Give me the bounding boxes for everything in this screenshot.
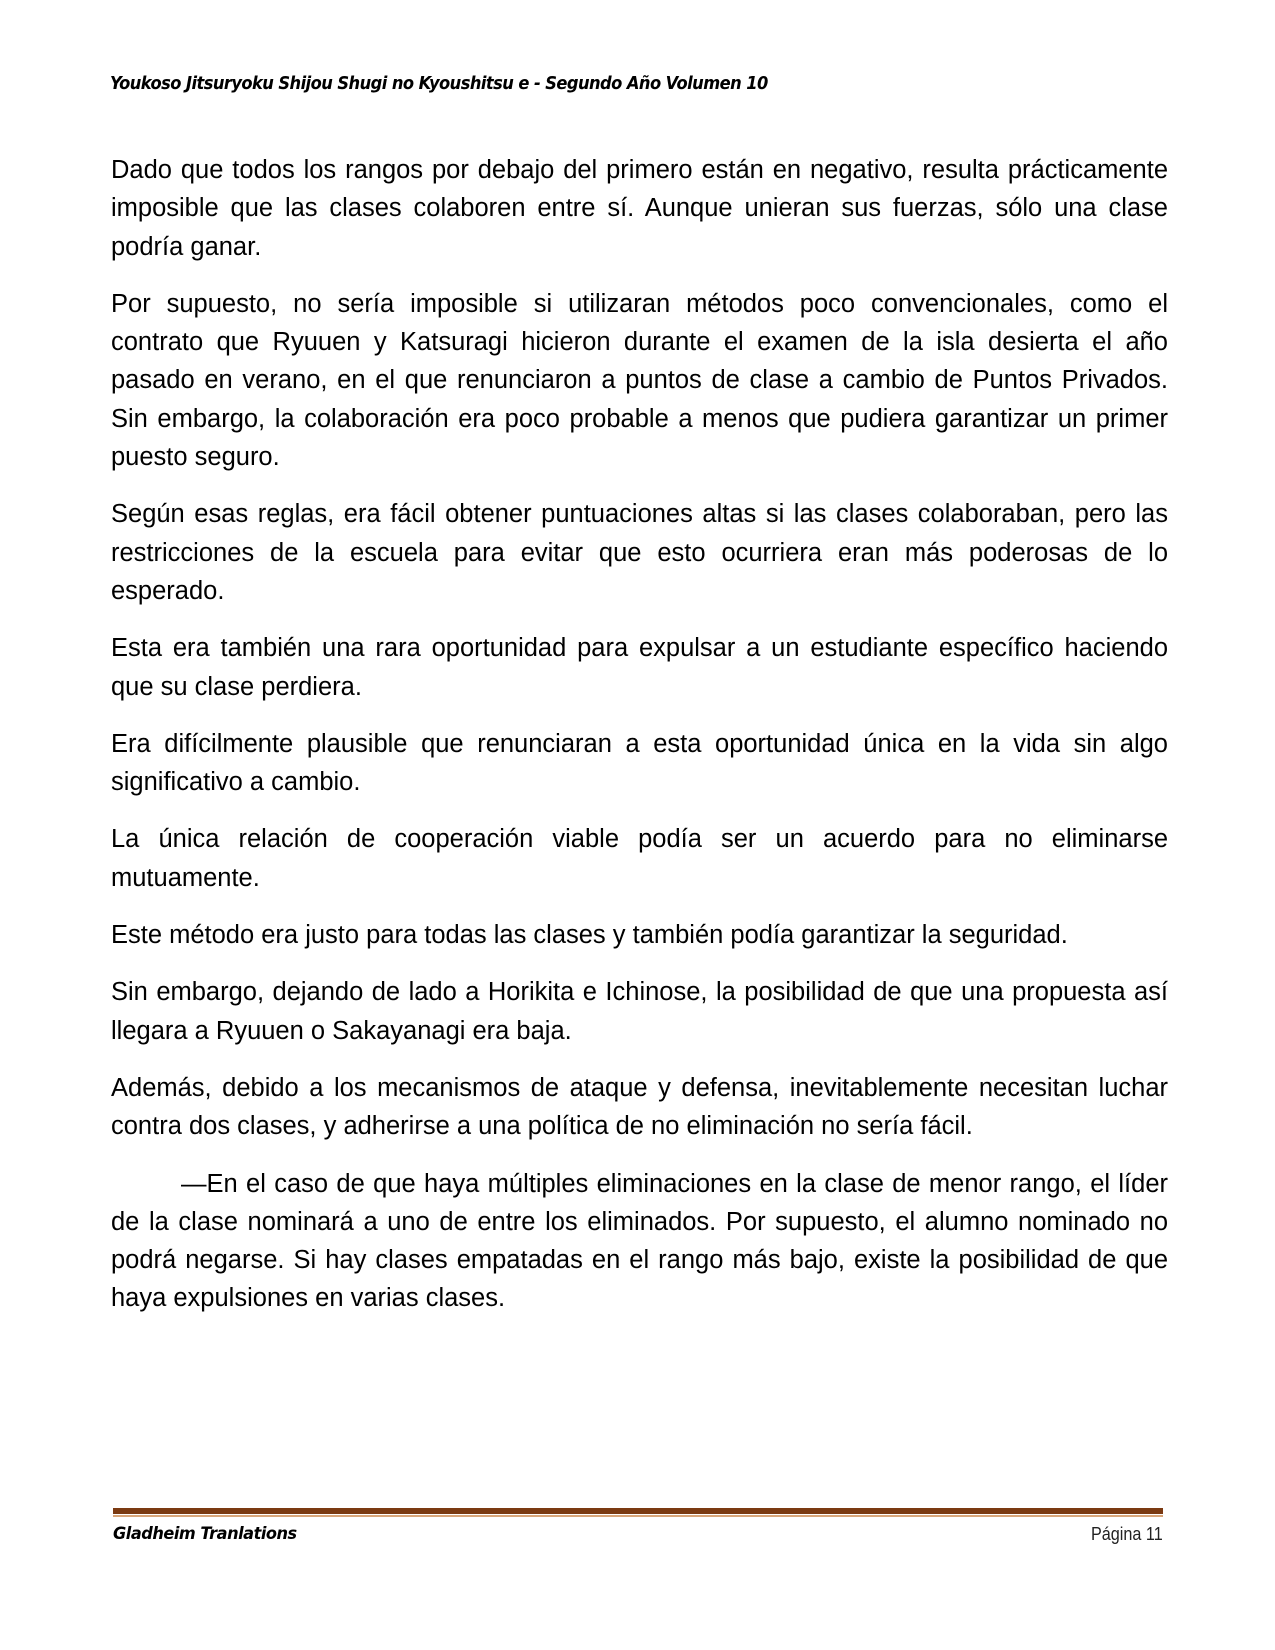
paragraph-dialogue: —En el caso de que haya múltiples eliminaciones en la clase de menor rango, el líder de la clase nominará a uno de entre los eliminados. Por supuesto, el alumno nominado no podrá negarse. Si hay clases empatadas en el rango más bajo, existe la posibilidad de que haya expulsiones en varias clases. [111,1169,1168,1313]
running-header: Youkoso Jitsuryoku Shijou Shugi no Kyoushitsu e - Segundo Año Volumen 10 [110,74,768,94]
paragraph: Dado que todos los rangos por debajo del primero están en negativo, resulta prácticamente imposible que las clases colaboren entre sí. Aunque unieran sus fuerzas, sólo una clase podría ganar. [111,156,1168,261]
paragraph: La única relación de cooperación viable podía ser un acuerdo para no eliminarse mutuamente. [111,825,1168,892]
page-number: Página 11 [1091,1524,1163,1544]
body-text [111,151,1168,1337]
footer-divider [113,1508,1163,1518]
paragraph: Era difícilmente plausible que renunciaran a esta oportunidad única en la vida sin algo significativo a cambio. [111,729,1168,797]
footer-divider-thin [113,1515,1163,1517]
paragraph: Este método era justo para todas las clases y también podía garantizar la seguridad. [111,921,1068,950]
paragraph: Según esas reglas, era fácil obtener puntuaciones altas si las clases colaboraban, pero las restricciones de la escuela para evitar que esto ocurriera eran más poderosas de lo esperado. [111,500,1168,605]
paragraph: Esta era también una rara oportunidad para expulsar a un estudiante específico haciendo que su clase perdiera. [111,634,1168,701]
footer-credit: Gladheim Tranlations [113,1524,297,1544]
paragraph: Sin embargo, dejando de lado a Horikita e Ichinose, la posibilidad de que una propuesta así llegara a Ryuuen o Sakayanagi era baja. [111,978,1168,1045]
paragraph: Además, debido a los mecanismos de ataque y defensa, inevitablemente necesitan luchar contra dos clases, y adherirse a una política de no eliminación no sería fácil. [111,1073,1168,1141]
paragraph: Por supuesto, no sería imposible si utilizaran métodos poco convencionales, como el contrato que Ryuuen y Katsuragi hicieron durante el examen de la isla desierta el año pasado en verano, en el que renunciaron a puntos de clase a cambio de Puntos Privados. Sin embargo, la colaboración era poco probable a menos que pudiera garantizar un primer puesto seguro. [111,289,1168,472]
